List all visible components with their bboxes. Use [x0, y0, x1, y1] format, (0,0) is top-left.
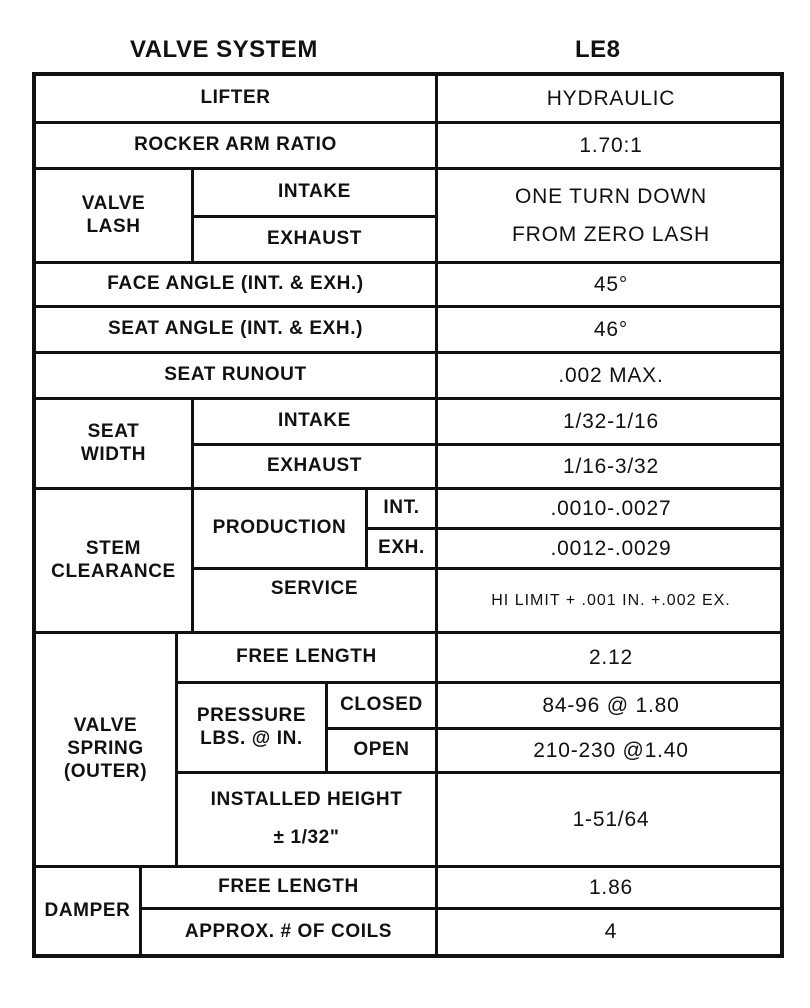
- lifter-label: LIFTER: [36, 76, 438, 124]
- seat-width-word-1: SEAT: [87, 420, 140, 442]
- seat-width-exhaust-value: 1/16-3/32: [438, 446, 784, 490]
- valve-lash-value-line-1: ONE TURN DOWN: [514, 184, 707, 208]
- seat-width-intake-value: 1/32-1/16: [438, 400, 784, 446]
- seat-runout-value: .002 MAX.: [438, 354, 784, 400]
- face-angle-label: FACE ANGLE (INT. & EXH.): [36, 264, 438, 308]
- damper-coils-label: APPROX. # OF COILS: [142, 910, 438, 954]
- installed-height-line-1: INSTALLED HEIGHT: [210, 789, 403, 811]
- damper-coils-value: 4: [604, 920, 618, 944]
- open-label: OPEN: [328, 730, 438, 774]
- rocker-ratio-value: 1.70:1: [438, 124, 784, 170]
- valve-lash-exhaust-label: EXHAUST: [194, 218, 438, 264]
- stem-int-label: INT.: [368, 490, 438, 530]
- stem-clearance-word-1: STEM: [85, 537, 142, 559]
- seat-width-exhaust-label: EXHAUST: [194, 446, 438, 490]
- damper-group: DAMPER: [36, 868, 142, 954]
- valve-spring-word-1: VALVE: [73, 715, 138, 737]
- seat-runout-label: SEAT RUNOUT: [36, 354, 438, 400]
- valve-lash-word-1: VALVE: [81, 192, 146, 214]
- seat-width-group: [36, 400, 194, 490]
- damper-free-length-label: FREE LENGTH: [142, 868, 438, 910]
- pressure-line-1: PRESSURE: [196, 704, 307, 726]
- lifter-value: HYDRAULIC: [438, 76, 784, 124]
- seat-width-intake-label: INTAKE: [194, 400, 438, 446]
- closed-value: 84-96 @ 1.80: [438, 684, 784, 730]
- installed-height-label: [178, 774, 438, 868]
- damper-free-length-value: 1.86: [438, 868, 784, 910]
- open-value: 210-230 @1.40: [438, 730, 784, 774]
- stem-clearance-word-2: CLEARANCE: [51, 560, 176, 582]
- spring-free-length-value: 2.12: [438, 634, 784, 684]
- seat-angle-value: 46°: [438, 308, 784, 354]
- valve-spring-word-3: (OUTER): [63, 760, 148, 782]
- header-valve-system: VALVE SYSTEM: [130, 36, 318, 63]
- installed-height-value: 1-51/64: [438, 774, 784, 868]
- valve-spring-group: [36, 634, 178, 868]
- valve-lash-group: [36, 170, 194, 264]
- stem-exh-value: .0012-.0029: [438, 530, 784, 570]
- stem-exh-label: EXH.: [368, 530, 438, 570]
- spring-free-length-label: FREE LENGTH: [178, 634, 438, 684]
- valve-lash-value-line-2: FROM ZERO LASH: [512, 223, 710, 247]
- valve-spec-table: [32, 72, 784, 958]
- face-angle-value: 45°: [438, 264, 784, 308]
- stem-clearance-group: [36, 490, 194, 634]
- seat-width-word-2: WIDTH: [80, 443, 147, 465]
- valve-lash-word-2: LASH: [86, 215, 141, 237]
- rocker-ratio-label: ROCKER ARM RATIO: [36, 124, 438, 170]
- service-value: HI LIMIT + .001 IN. +.002 EX.: [438, 570, 784, 634]
- production-label: PRODUCTION: [194, 490, 368, 570]
- stem-int-value: .0010-.0027: [438, 490, 784, 530]
- header-engine-code: LE8: [575, 36, 621, 63]
- closed-label: CLOSED: [328, 684, 438, 730]
- valve-spring-word-2: SPRING: [67, 738, 144, 760]
- pressure-line-2: LBS. @ IN.: [200, 727, 303, 749]
- pressure-label: [178, 684, 328, 774]
- valve-lash-value: [438, 170, 784, 264]
- installed-height-line-2: ± 1/32": [273, 827, 340, 849]
- valve-lash-intake-label: INTAKE: [194, 170, 438, 218]
- seat-angle-label: SEAT ANGLE (INT. & EXH.): [36, 308, 438, 354]
- service-label: SERVICE: [194, 570, 438, 634]
